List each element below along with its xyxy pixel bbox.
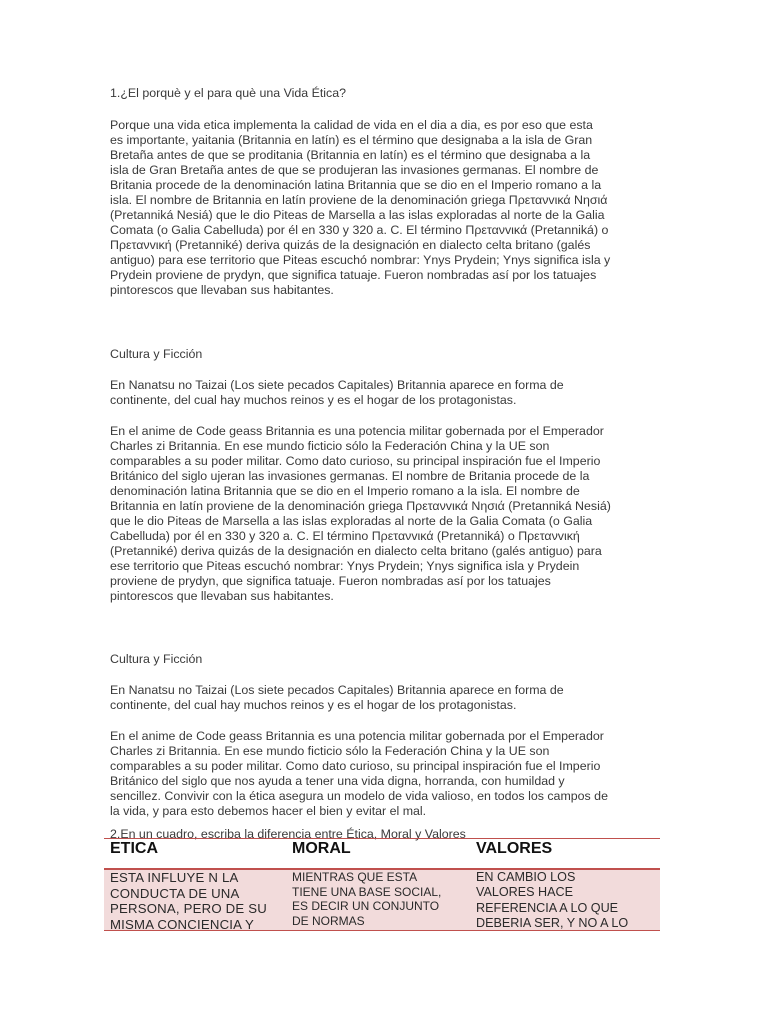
- paragraph-line: Británico del siglo ujeran las invasiones germanas. El nombre de Britania procede de la: [110, 469, 590, 483]
- cell-line: CONDUCTA DE UNA: [110, 885, 240, 901]
- paragraph-line: la vida, y para esto debemos hacer el bien y evitar el mal.: [110, 804, 427, 818]
- answer-line: Comata (o Galia Cabelluda) por él en 330 y 320 a. C. El término Πρετανvικά (Pretanniká) o: [110, 223, 609, 237]
- answer-line: isla. El nombre de Britannia en latín proviene de la denominación griega Πρετανvικά Nησιά: [110, 193, 608, 207]
- answer-line: Prydein proviene de prydyn, que significa tatuaje. Fueron nombradas así por los tatuajes: [110, 268, 597, 282]
- paragraph-line: Cabelluda) por él en 330 y 320 a. C. El término Πρετανvικά (Pretanniká) o Πρετανvική: [110, 529, 580, 543]
- comparison-table: [104, 838, 660, 931]
- answer-line: Bretaña antes de que se proditania (Britannia en latín) es el término que designaba a la: [110, 148, 591, 162]
- paragraph-line: continente, del cual hay muchos reinos y es el hogar de los protagonistas.: [110, 698, 517, 712]
- paragraph-line: Charles zi Britannia. En ese mundo ficticio sólo la Federación China y la UE son: [110, 439, 550, 453]
- cell-line: MIENTRAS QUE ESTA: [292, 870, 418, 884]
- table-row: [104, 869, 660, 931]
- paragraph-line: (Pretanniké) deriva quizás de la designación en dialecto celta britano (galés antiguo) para: [110, 544, 602, 558]
- document-page: [110, 86, 660, 842]
- section-1-paragraph-1: [110, 378, 660, 408]
- cell-line: MISMA CONCIENCIA Y: [110, 916, 255, 930]
- paragraph-line: Charles zi Britannia. En ese mundo ficticio sólo la Federación China y la UE son: [110, 744, 550, 758]
- section-2-title: Cultura y Ficción: [110, 652, 203, 666]
- paragraph-line: Británico del siglo que nos ayuda a tener una vida digna, horranda, con humildad y: [110, 774, 565, 788]
- paragraph-line: continente, del cual hay muchos reinos y es el hogar de los protagonistas.: [110, 393, 517, 407]
- header-etica: ETICA: [104, 839, 286, 870]
- answer-line: antiguo) para ese territorio que Piteas escuchó nombrar: Ynys Prydein; Ynys significa isla y: [110, 253, 611, 267]
- answer-line: isla de Gran Bretaña antes de que se produjeran las invasiones germanas. El nombre de: [110, 163, 599, 177]
- section-2-paragraph-2: [110, 729, 660, 819]
- cell-moral: [286, 869, 470, 931]
- paragraph-line: En el anime de Code geass Britannia es una potencia militar gobernada por el Emperador: [110, 424, 604, 438]
- question-1-answer: [110, 118, 660, 298]
- question-2-heading: 2.En un cuadro, escriba la diferencia entre Ética, Moral y Valores: [110, 827, 466, 841]
- cell-line: REFERENCIA A LO QUE: [476, 900, 619, 915]
- table-header-row: [104, 839, 660, 870]
- cell-line: VALORES HACE: [476, 885, 574, 900]
- answer-line: Britania procede de la denominación latina Britannia que se dio en el Imperio romano a la: [110, 178, 602, 192]
- paragraph-line: proviene de prydyn, que significa tatuaje. Fueron nombradas así por los tatuajes: [110, 574, 551, 588]
- cell-valores: [470, 869, 660, 931]
- question-1-heading: 1.¿El porquè y el para què una Vida Ética?: [110, 86, 347, 100]
- answer-line: pintorescos que llevaban sus habitantes.: [110, 283, 334, 297]
- paragraph-line: En Nanatsu no Taizai (Los siete pecados Capitales) Britannia aparece en forma de: [110, 378, 564, 392]
- paragraph-line: ese territorio que Piteas escuchó nombrar: Ynys Prydein; Ynys significa isla y Prydein: [110, 559, 580, 573]
- paragraph-line: En Nanatsu no Taizai (Los siete pecados Capitales) Britannia aparece en forma de: [110, 683, 564, 697]
- header-moral: MORAL: [286, 839, 470, 870]
- cell-line: DE NORMAS: [292, 913, 365, 928]
- paragraph-line: comparables a su poder militar. Como dato curioso, su principal inspiración fue el Imperio: [110, 454, 601, 468]
- answer-line: Πρετανvική (Pretanniké) deriva quizás de la designación en dialecto celta britano (galés: [110, 238, 591, 252]
- cell-etica: [104, 869, 286, 931]
- cell-line: ES DECIR UN CONJUNTO: [292, 899, 440, 914]
- paragraph-line: pintorescos que llevaban sus habitantes.: [110, 589, 334, 603]
- paragraph-line: Britannia en latín proviene de la denominación griega Πρετανvικά Nησιά (Pretanniká Nesiá): [110, 499, 611, 513]
- cell-line: PERSONA, PERO DE SU: [110, 901, 267, 917]
- section-2-paragraph-1: [110, 683, 660, 713]
- paragraph-line: En el anime de Code geass Britannia es una potencia militar gobernada por el Emperador: [110, 729, 604, 743]
- paragraph-line: que le dio Piteas de Marsella a las islas exploradas al norte de la Galia Comata (o Galia: [110, 514, 593, 528]
- paragraph-line: denominación latina Britannia que se dio en el Imperio romano a la isla. El nombre de: [110, 484, 580, 498]
- cell-line: EN CAMBIO LOS: [476, 870, 576, 884]
- paragraph-line: sencillez. Convivir con la ética asegura un modelo de vida valioso, en todos los campos de: [110, 789, 608, 803]
- header-valores: VALORES: [470, 839, 660, 870]
- answer-line: es importante, yaitania (Britannia en latín) es el término que designaba a la isla de Gran: [110, 133, 593, 147]
- answer-line: Porque una vida etica implementa la calidad de vida en el dia a dia, es por eso que esta: [110, 118, 593, 132]
- answer-line: (Pretanniká Nesiá) que le dio Piteas de Marsella a las islas exploradas al norte de la Galia: [110, 208, 605, 222]
- cell-line: DEBERIA SER, Y NO A LO: [476, 916, 629, 930]
- paragraph-line: comparables a su poder militar. Como dato curioso, su principal inspiración fue el Imperio: [110, 759, 601, 773]
- cell-line: TIENE UNA BASE SOCIAL,: [292, 884, 442, 899]
- section-1-paragraph-2: [110, 424, 660, 604]
- section-1-title: Cultura y Ficción: [110, 347, 203, 361]
- cell-line: ESTA INFLUYE N LA: [110, 870, 239, 885]
